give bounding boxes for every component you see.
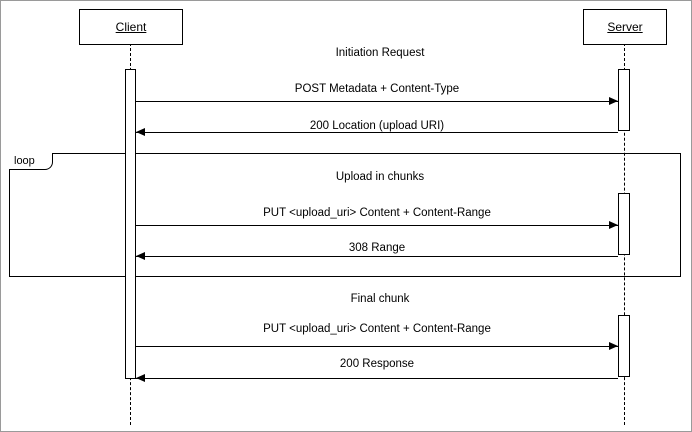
message-put-final-chunk-arrowhead [609,342,618,350]
message-location-uri-label: 200 Location (upload URI) [309,120,445,132]
message-final-response-label: 200 Response [339,358,415,370]
message-put-chunk-line [136,225,618,226]
message-post-metadata-label: POST Metadata + Content-Type [294,83,460,95]
message-put-chunk-arrowhead [609,221,618,229]
message-put-chunk-label: PUT <upload_uri> Content + Content-Range [263,207,491,219]
message-post-metadata-line [136,101,618,102]
message-initiation-request-label: Initiation Request [335,47,425,59]
message-location-uri-line [136,132,618,133]
message-resume-incomplete-line [136,256,618,257]
message-final-response-arrowhead [136,374,145,382]
message-location-uri-arrowhead [136,128,145,136]
participant-client[interactable] [79,9,183,45]
message-resume-incomplete-arrowhead [136,252,145,260]
participant-server-label: Server [607,20,643,34]
loop-fragment-label: loop [14,155,35,167]
participant-client-label: Client [115,20,147,34]
participant-server[interactable] [583,9,667,45]
message-final-chunk-label: Final chunk [350,293,410,305]
client-activation [125,69,136,379]
message-resume-incomplete-label: 308 Range [348,242,406,254]
message-put-final-chunk-label: PUT <upload_uri> Content + Content-Range [263,323,491,335]
message-put-final-chunk-line [136,346,618,347]
message-upload-in-chunks-label: Upload in chunks [335,171,425,183]
message-final-response-line [136,378,618,379]
message-post-metadata-arrowhead [609,97,618,105]
server-activation-final [618,315,630,377]
server-activation-initiation [618,69,630,131]
server-activation-chunk [618,193,630,255]
